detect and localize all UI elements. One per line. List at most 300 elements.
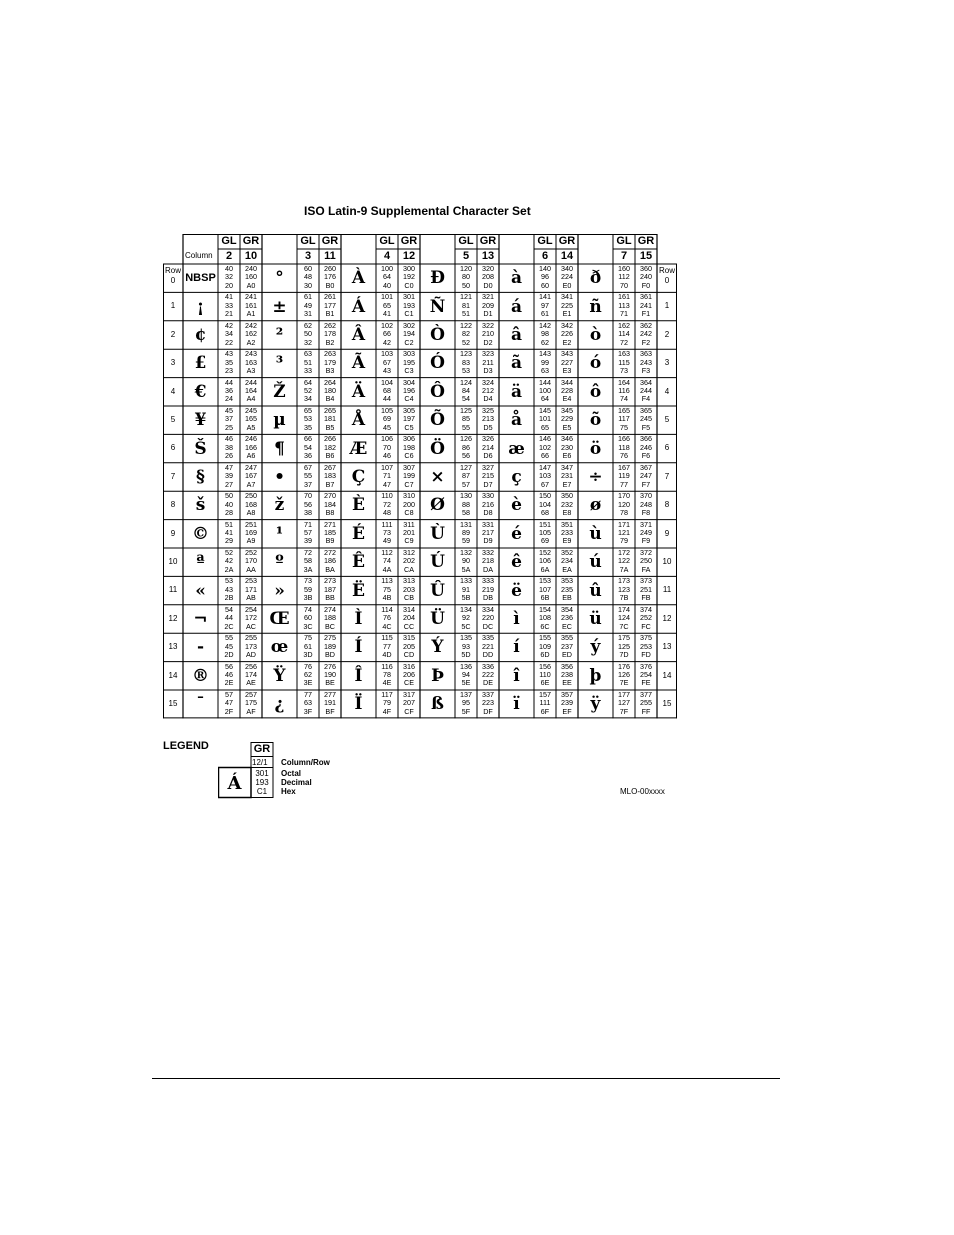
legend-codes [251,768,273,798]
decimal-code: 43 [225,584,233,594]
character-glyph: Œ [269,608,290,629]
hex-code: E1 [562,309,572,319]
row-number: 0 [664,276,670,285]
column-gl-number: 5 [462,250,470,262]
decimal-code: 239 [561,698,573,708]
decimal-code: 201 [403,528,415,537]
decimal-code: 222 [482,670,494,679]
octal-code: 360 [640,264,652,273]
gr-codes [319,605,341,633]
hex-code: D9 [483,536,493,546]
character-glyph: è [511,495,522,516]
decimal-code: 108 [539,613,551,623]
character-glyph: Ì [354,608,363,629]
hex-code: A5 [246,422,256,432]
octal-code: 265 [324,406,336,415]
row-label-right: 5 [664,415,670,424]
gl-codes [455,463,477,491]
gl-codes [376,633,398,661]
gl-codes [218,463,240,491]
header-gr: GR [479,235,497,247]
hex-code: 36 [304,451,312,461]
gl-codes [218,633,240,661]
gl-codes [376,406,398,434]
decimal-code: 246 [640,442,652,452]
hex-code: BC [325,621,335,631]
character-glyph: À [351,268,366,289]
gl-codes [613,434,635,462]
legend-label-hex: Hex [281,787,296,796]
gr-codes [319,576,341,604]
gr-codes [398,633,420,661]
gr-codes [398,434,420,462]
character-glyph: ž [274,495,285,516]
decimal-code: 174 [245,670,257,679]
character-glyph: Ç [351,466,366,487]
decimal-code: 88 [462,499,470,509]
hex-code: 65 [541,422,549,432]
character-glyph: - [196,637,205,658]
hex-code: C0 [404,280,414,290]
hex-code: ED [562,650,572,659]
hex-code: 4C [382,621,392,631]
column-gl-number: 3 [304,250,312,262]
row-word: Row [658,266,675,275]
gl-codes [455,321,477,349]
character-glyph: ¬ [193,608,208,629]
octal-code: 126 [460,434,472,444]
hex-code: 2A [224,564,234,574]
hex-code: F5 [641,422,651,432]
hex-code: 66 [541,451,549,461]
character-glyph: ø [589,495,602,516]
hex-code: E6 [562,451,572,461]
gr-codes [477,690,499,718]
decimal-code: 72 [383,499,391,509]
hex-code: EF [562,706,572,716]
row-label-left: 12 [168,613,178,623]
gl-codes [613,292,635,320]
octal-code: 72 [304,548,312,557]
gr-codes [556,292,578,320]
octal-code: 105 [381,406,393,415]
gr-codes [319,349,341,377]
row-label-right: 9 [664,528,670,538]
decimal-code: 255 [640,698,652,708]
octal-code: 53 [225,576,233,586]
decimal-code: 204 [403,613,415,623]
decimal-code: 56 [304,499,312,509]
decimal-code: 206 [403,670,415,679]
character-glyph: Ñ [429,296,446,317]
octal-code: 350 [561,491,573,501]
octal-code: 335 [482,633,494,643]
row-label-left [163,266,183,290]
gl-codes [297,378,319,406]
decimal-code: 82 [462,329,470,339]
character-glyph: ò [589,324,602,345]
octal-code: 251 [245,519,257,529]
octal-code: 307 [403,462,415,472]
column-gr-number: 12 [402,250,416,262]
gr-codes [556,434,578,462]
character-glyph: ° [275,268,284,289]
decimal-code: 99 [541,357,549,367]
hex-code: E7 [562,479,572,489]
header-gr: GR [242,235,260,247]
decimal-code: 68 [383,386,391,395]
gl-codes [218,321,240,349]
hex-code: 4D [382,650,392,659]
hex-code: EB [562,593,572,603]
decimal-code: 182 [324,442,336,452]
decimal-code: 121 [618,528,630,537]
hex-code: 7D [619,650,629,659]
gl-codes [534,349,556,377]
character-glyph: ü [589,608,602,629]
decimal-code: 73 [383,528,391,537]
gl-codes [534,264,556,292]
row-label-left: 15 [168,699,178,708]
hex-code: 42 [383,337,391,347]
row-label-left: 7 [170,471,176,481]
character-glyph: ä [510,381,522,402]
hex-code: 75 [620,422,628,432]
hex-code: 20 [225,280,233,290]
octal-code: 373 [640,576,652,586]
octal-code: 376 [640,661,652,671]
hex-code: 72 [620,337,628,347]
gl-codes [455,264,477,292]
hex-code: A4 [246,394,256,404]
octal-code: 355 [561,633,573,643]
row-label-right: 2 [664,329,670,339]
octal-code: 61 [304,292,312,302]
decimal-code: 93 [462,641,470,651]
character-glyph: ó [589,353,602,374]
octal-code: 54 [225,604,233,614]
octal-code: 131 [460,519,472,529]
octal-code: 375 [640,633,652,643]
gr-codes [477,520,499,548]
footer-rule [152,1078,780,1079]
row-label-right [657,266,677,290]
octal-code: 336 [482,661,494,671]
gl-codes [297,349,319,377]
gr-codes [240,349,262,377]
decimal-code: 252 [640,613,652,623]
octal-code: 366 [640,434,652,444]
gr-codes [477,264,499,292]
decimal-code: 188 [324,613,336,623]
hex-code: 45 [383,422,391,432]
gr-codes [240,264,262,292]
decimal-code: 54 [304,442,312,452]
character-glyph: © [192,523,209,544]
character-glyph: ã [510,353,522,374]
hex-code: 6F [540,706,550,716]
gl-codes [297,548,319,576]
octal-code: 73 [304,576,312,586]
decimal-code: 91 [462,584,470,594]
octal-code: 300 [403,264,415,273]
octal-code: 275 [324,633,336,643]
hex-code: 29 [225,536,233,546]
gr-codes [635,520,657,548]
hex-code: 35 [304,422,312,432]
octal-code: 356 [561,661,573,671]
octal-code: 76 [304,661,312,671]
gr-codes [398,548,420,576]
row-label-right: 13 [662,642,672,652]
octal-code: 343 [561,349,573,359]
decimal-code: 216 [482,499,494,509]
column-label: Column [185,251,213,260]
octal-code: 346 [561,434,573,444]
hex-code: B7 [325,479,335,489]
hex-code: 41 [383,309,391,319]
decimal-code: 34 [225,329,233,339]
octal-code: 75 [304,633,312,643]
gl-codes [455,662,477,690]
octal-code: 277 [324,690,336,699]
character-glyph: Ú [430,552,445,573]
character-glyph: Ž [273,381,286,402]
gr-codes [556,690,578,718]
header-gl: GL [379,235,395,247]
hex-code: A1 [246,309,256,319]
row-label-right: 7 [664,471,670,481]
row-label-right: 11 [662,585,672,595]
gr-codes [319,491,341,519]
decimal-code: 106 [539,556,551,566]
decimal-code: 60 [304,613,312,623]
hex-code: 56 [462,451,470,461]
decimal-code: 195 [403,357,415,367]
octal-code: 63 [304,349,312,359]
gr-codes [635,463,657,491]
decimal-code: 180 [324,386,336,395]
gl-codes [534,548,556,576]
gr-codes [240,576,262,604]
octal-code: 372 [640,548,652,557]
octal-code: 45 [225,406,233,415]
character-glyph: ö [589,438,602,459]
octal-code: 122 [460,320,472,330]
decimal-code: 243 [640,357,652,367]
gl-codes [534,690,556,718]
hex-code: 3D [303,650,313,659]
decimal-code: 94 [462,670,470,679]
hex-code: 74 [620,394,628,404]
octal-code: 170 [618,491,630,501]
character-glyph: Â [351,324,366,345]
decimal-code: 250 [640,556,652,566]
gl-codes [376,378,398,406]
hex-code: C9 [404,536,414,546]
octal-code: 135 [460,633,472,643]
hex-code: D4 [483,394,493,404]
decimal-code: 210 [482,329,494,339]
decimal-code: 89 [462,528,470,537]
octal-code: 361 [640,292,652,302]
gl-codes [376,520,398,548]
gl-codes [455,292,477,320]
decimal-code: 85 [462,414,470,424]
octal-code: 152 [539,548,551,557]
hex-code: CA [404,564,414,574]
hex-code: CF [404,706,414,716]
gl-codes [376,292,398,320]
hex-code: EE [562,678,572,688]
gr-codes [240,378,262,406]
gl-codes [613,463,635,491]
row-label-right: 3 [664,358,670,368]
decimal-code: 170 [245,556,257,566]
character-glyph: Ò [430,324,445,345]
hex-code: 53 [462,366,470,375]
hex-code: 55 [462,422,470,432]
decimal-code: 247 [640,471,652,481]
gr-codes [319,633,341,661]
decimal-code: 209 [482,300,494,310]
decimal-code: 55 [304,471,312,481]
hex-code: 2C [224,621,234,631]
decimal-code: 102 [539,442,551,452]
hex-code: C4 [404,394,414,404]
hex-code: CC [403,621,415,631]
hex-code: 71 [620,309,628,319]
hex-code: 63 [541,366,549,375]
gr-codes [556,520,578,548]
decimal-code: 241 [640,300,652,310]
legend-hex: C1 [256,787,268,796]
hex-code: CD [403,650,415,659]
decimal-code: 200 [403,499,415,509]
decimal-code: 61 [304,641,312,651]
octal-code: 352 [561,548,573,557]
octal-code: 164 [618,377,630,387]
decimal-code: 86 [462,442,470,452]
hex-code: B1 [325,309,335,319]
gl-codes [455,491,477,519]
decimal-code: 45 [225,641,233,651]
octal-code: 377 [640,690,652,699]
octal-code: 374 [640,604,652,614]
decimal-code: 118 [618,442,630,452]
character-glyph: § [196,466,205,487]
decimal-code: 164 [245,386,257,395]
octal-code: 130 [460,491,472,501]
gr-codes [477,378,499,406]
octal-code: 246 [245,434,257,444]
octal-code: 274 [324,604,336,614]
octal-code: 172 [618,548,630,557]
decimal-code: 231 [561,471,573,481]
character-glyph: ý [590,637,601,658]
gl-codes [455,576,477,604]
gl-codes [297,633,319,661]
decimal-code: 116 [618,386,630,395]
hex-code: F7 [641,479,651,489]
row-label-left: 8 [170,500,176,510]
decimal-code: 185 [324,528,336,537]
gl-codes [534,406,556,434]
octal-code: 271 [324,519,336,529]
octal-code: 77 [304,690,312,699]
decimal-code: 97 [541,300,549,310]
character-glyph: NBSP [185,272,216,285]
decimal-code: 208 [482,272,494,282]
decimal-code: 124 [618,613,630,623]
hex-code: B6 [325,451,335,461]
character-glyph: þ [589,665,602,686]
decimal-code: 194 [403,329,415,339]
gr-codes [319,662,341,690]
decimal-code: 181 [324,414,336,424]
octal-code: 66 [304,434,312,444]
gr-codes [556,605,578,633]
hex-code: 39 [304,536,312,546]
octal-code: 125 [460,406,472,415]
gr-codes [319,434,341,462]
decimal-code: 173 [245,641,257,651]
character-glyph: ¥ [194,410,207,431]
hex-code: 77 [620,479,628,489]
gl-codes [613,633,635,661]
octal-code: 240 [245,264,257,273]
decimal-code: 203 [403,584,415,594]
decimal-code: 235 [561,584,573,594]
decimal-code: 109 [539,641,551,651]
hex-code: E9 [562,536,572,546]
hex-code: A2 [246,337,256,347]
hex-code: E8 [562,508,572,517]
octal-code: 70 [304,491,312,501]
octal-code: 315 [403,633,415,643]
hex-code: BB [325,593,335,603]
decimal-code: 40 [225,499,233,509]
octal-code: 247 [245,462,257,472]
octal-code: 120 [460,264,472,273]
header-gr: GR [321,235,339,247]
decimal-code: 178 [324,329,336,339]
row-label-right: 1 [664,301,670,311]
gr-codes [556,662,578,690]
gl-codes [297,292,319,320]
octal-code: 177 [618,690,630,699]
octal-code: 311 [403,519,415,529]
hex-code: 3C [303,621,313,631]
gr-codes [477,633,499,661]
decimal-code: 245 [640,414,652,424]
hex-code: AF [246,706,256,716]
decimal-code: 202 [403,556,415,566]
hex-code: 6E [540,678,550,688]
gl-codes [534,520,556,548]
octal-code: 115 [381,633,393,643]
character-glyph: œ [270,637,289,658]
octal-code: 171 [618,519,630,529]
hex-code: A9 [246,536,256,546]
gl-codes [376,605,398,633]
decimal-code: 172 [245,613,257,623]
character-glyph: é [511,523,522,544]
decimal-code: 103 [539,471,551,481]
octal-code: 42 [225,320,233,330]
character-glyph: ¿ [274,694,285,715]
octal-code: 310 [403,491,415,501]
